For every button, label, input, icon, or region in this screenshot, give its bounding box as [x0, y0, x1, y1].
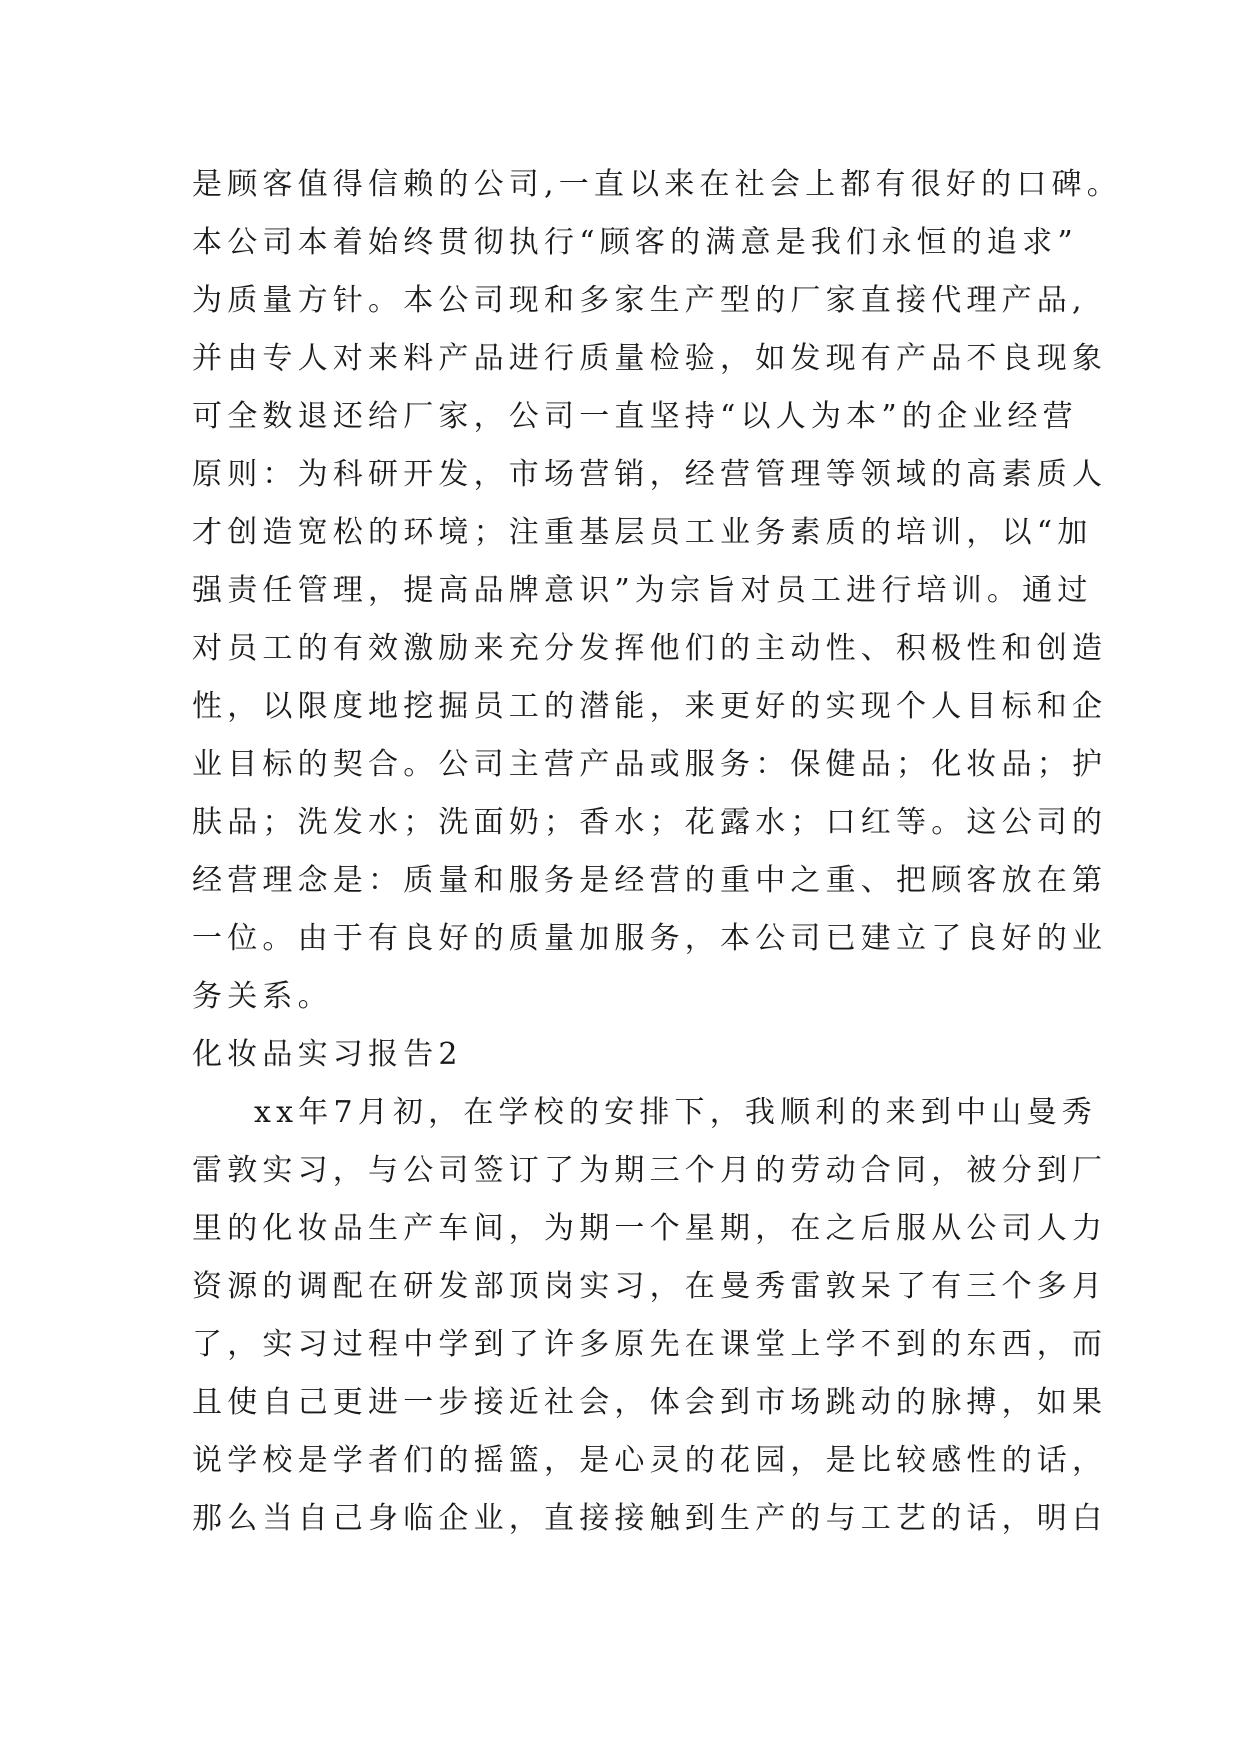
document-body — [192, 156, 1122, 1548]
paragraph-line: 对员工的有效激励来充分发挥他们的主动性、积极性和创造 — [192, 631, 1108, 666]
paragraph-line: 那么当自己身临企业，直接接触到生产的与工艺的话，明白 — [192, 1501, 1108, 1536]
paragraph-line: 说学校是学者们的摇篮，是心灵的花园，是比较感性的话， — [192, 1443, 1108, 1478]
paragraph-line: 资源的调配在研发部顶岗实习，在曼秀雷敦呆了有三个多月 — [192, 1269, 1108, 1304]
paragraph-line: 肤品；洗发水；洗面奶；香水；花露水；口红等。这公司的 — [192, 805, 1108, 840]
paragraph-line: 才创造宽松的环境；注重基层员工业务素质的培训，以“加 — [192, 515, 1093, 550]
paragraph-line: 可全数退还给厂家，公司一直坚持“以人为本”的企业经营 — [192, 399, 1078, 434]
section-heading: 化妆品实习报告2 — [192, 1037, 463, 1072]
paragraph-line: 里的化妆品生产车间，为期一个星期，在之后服从公司人力 — [192, 1211, 1108, 1246]
paragraph-line: 雷敦实习，与公司签订了为期三个月的劳动合同，被分到厂 — [192, 1153, 1108, 1188]
paragraph-line: 业目标的契合。公司主营产品或服务：保健品；化妆品；护 — [192, 747, 1108, 782]
paragraph-line: 经营理念是：质量和服务是经营的重中之重、把顾客放在第 — [192, 863, 1108, 898]
internship-report-paragraph — [192, 1084, 1108, 1548]
paragraph-line: 是顾客值得信赖的公司,一直以来在社会上都有很好的口碑。 — [192, 167, 1122, 202]
paragraph-line: 性，以限度地挖掘员工的潜能，来更好的实现个人目标和企 — [192, 689, 1108, 724]
paragraph-line: 并由专人对来料产品进行质量检验，如发现有产品不良现象 — [192, 341, 1108, 376]
paragraph-line: 原则：为科研开发，市场营销，经营管理等领域的高素质人 — [192, 457, 1108, 492]
paragraph-line: xx年7月初，在学校的安排下，我顺利的来到中山曼秀 — [254, 1095, 1097, 1130]
paragraph-line: 且使自己更进一步接近社会，体会到市场跳动的脉搏，如果 — [192, 1385, 1108, 1420]
paragraph-line: 一位。由于有良好的质量加服务，本公司已建立了良好的业 — [192, 921, 1108, 956]
paragraph-line: 为质量方针。本公司现和多家生产型的厂家直接代理产品, — [192, 283, 1087, 318]
paragraph-line: 强责任管理，提高品牌意识”为宗旨对员工进行培训。通过 — [192, 573, 1093, 608]
paragraph-line: 本公司本着始终贯彻执行“顾客的满意是我们永恒的追求” — [192, 225, 1078, 260]
paragraph-line: 了，实习过程中学到了许多原先在课堂上学不到的东西，而 — [192, 1327, 1108, 1362]
company-description-paragraph — [192, 156, 1122, 1026]
paragraph-line: 务关系。 — [192, 979, 333, 1014]
